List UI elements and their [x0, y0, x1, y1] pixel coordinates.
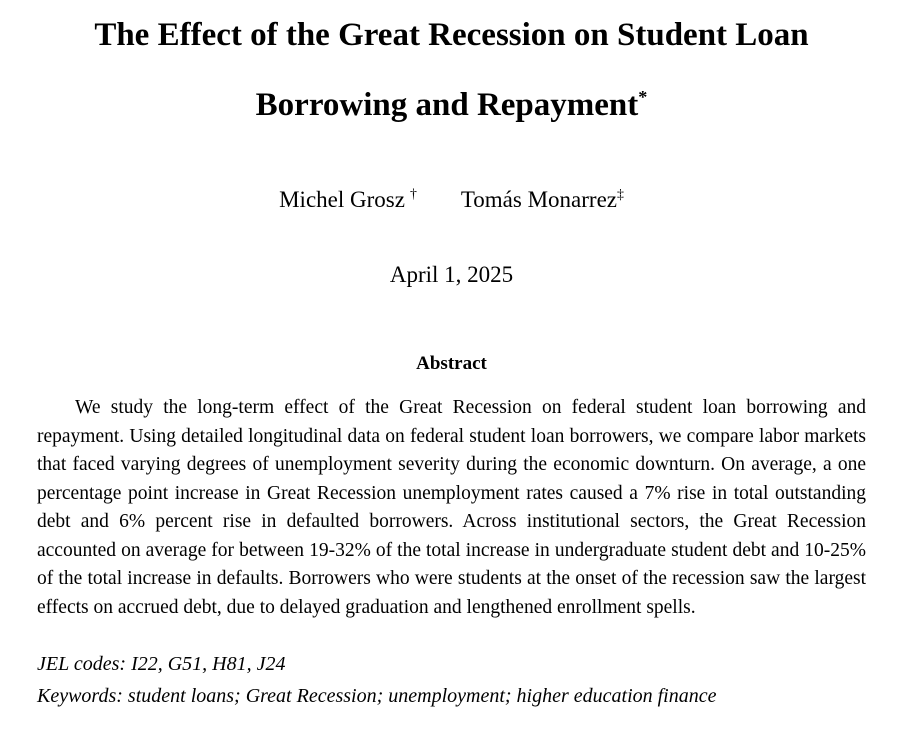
- author-2: [461, 186, 624, 214]
- paper-date: April 1, 2025: [389, 262, 514, 287]
- author-1-footnote-dagger: †: [409, 186, 417, 202]
- title-line-2-text: Borrowing and Repayment: [255, 87, 639, 123]
- paper-meta: [37, 648, 866, 712]
- jel-codes-values: I22, G51, H81, J24: [131, 653, 286, 675]
- title-footnote-asterisk: *: [638, 87, 648, 107]
- title-line-1: [37, 14, 866, 57]
- abstract-text: We study the long-term effect of the Great Recession on federal student loan borrowing and repayment. Using detailed longitudinal data on federal student loan borrowers, we compare labor markets that faced varying degrees of unemployment severity during the economic downturn. On average, a one percentage point increase in Great Recession unemployment rates caused a 7% rise in total outstanding debt and 6% percent rise in defaulted borrowers. Across institutional sectors, the Great Recession accounted on average for between 19-32% of the total increase in undergraduate student debt and 10-25% of the total increase in defaults. Borrowers who were students at the onset of the recession saw the largest effects on accrued debt, due to delayed graduation and lengthened enrollment spells.: [37, 397, 866, 618]
- jel-codes-label: JEL codes:: [37, 653, 127, 675]
- jel-codes-line: [37, 648, 866, 680]
- title-line-1-text: The Effect of the Great Recession on Student Loan: [94, 17, 809, 53]
- author-2-name: Tomás Monarrez: [460, 187, 617, 212]
- abstract-heading: Abstract: [416, 353, 487, 374]
- keywords-line: [37, 680, 866, 712]
- author-1-name: Michel Grosz: [279, 187, 405, 212]
- keywords-label: Keywords:: [37, 685, 123, 707]
- keywords-values: student loans; Great Recession; unemployment; higher education finance: [127, 685, 717, 707]
- authors-row: [37, 186, 866, 214]
- author-2-footnote-double-dagger: ‡: [616, 186, 624, 202]
- title-line-2: [37, 84, 866, 127]
- paper-title: [37, 14, 866, 127]
- author-1: [279, 186, 417, 214]
